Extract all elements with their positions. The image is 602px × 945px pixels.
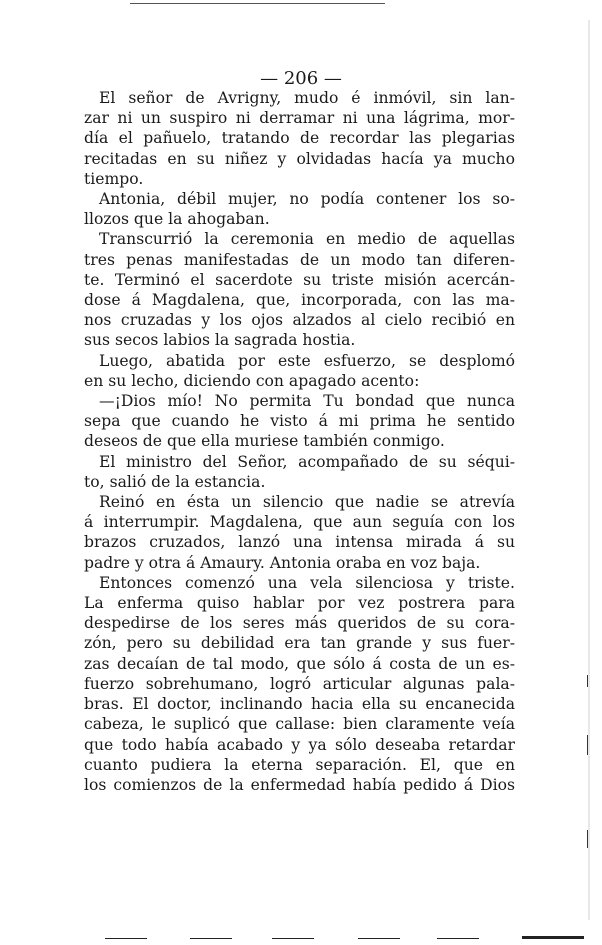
text-line: tiempo. (84, 169, 144, 188)
text-line: El señor de Avrigny, mudo é inmóvil, sin lan- (99, 89, 515, 107)
text-line: Transcurrió la ceremonia en medio de aquellas (99, 230, 515, 249)
bottom-rule (272, 938, 314, 939)
page-edge (588, 20, 590, 920)
text-line: nos cruzadas y los ojos alzados al cielo recibió en (84, 311, 515, 330)
text-line: dose á Magdalena, que, incorporada, con las ma- (84, 291, 515, 310)
text-line: bras. El doctor, inclinando hacia ella su encanecida (84, 695, 515, 714)
bottom-rule (437, 938, 479, 939)
text-line: cuanto pudiera la eterna separación. El, que en (84, 755, 515, 774)
text-line: —¡Dios mío! No permita Tu bondad que nunca (99, 392, 515, 411)
text-line: zas decaían de tal modo, que sólo á costa de un es- (84, 654, 515, 673)
text-line: La enferma quiso hablar por vez postrera para (84, 594, 515, 613)
text-line: deseos de que ella muriese también conmigo. (84, 432, 445, 451)
page-number: — 206 — (260, 68, 342, 89)
bottom-rule (358, 938, 400, 939)
bottom-rule (105, 938, 147, 939)
text-line: en su lecho, diciendo con apagado acento: (84, 371, 420, 390)
margin-mark (587, 735, 588, 755)
text-line: llozos que la ahogaban. (84, 210, 270, 229)
text-line: Reinó en ésta un silencio que nadie se atrevía (99, 493, 515, 512)
text-line: que todo había acabado y ya sólo deseaba retardar (84, 735, 515, 754)
bottom-rule (522, 936, 584, 939)
text-line: El ministro del Señor, acompañado de su séqui- (99, 452, 515, 471)
text-line: despedirse de los seres más queridos de su cora- (84, 614, 515, 633)
bottom-rule (190, 938, 232, 939)
text-line: los comienzos de la enfermedad había pedido á Dios (84, 775, 515, 794)
text-line: Antonia, débil mujer, no podía contener los so- (99, 190, 515, 209)
text-line: zar ni un suspiro ni derramar ni una lágrima, mor- (84, 109, 515, 128)
margin-mark (587, 830, 588, 848)
page-text (84, 88, 515, 795)
text-line: recitadas en su niñez y olvidadas hacía ya mucho (84, 149, 515, 168)
top-border-line (130, 3, 385, 4)
text-line: Luego, abatida por este esfuerzo, se desplomó (99, 351, 515, 370)
text-line: padre y otra á Amaury. Antonia oraba en voz baja. (84, 553, 481, 572)
text-line: te. Terminó el sacerdote su triste misión acercán- (84, 270, 515, 289)
text-line: sus secos labios la sagrada hostia. (84, 331, 356, 350)
text-line: to, salió de la estancia. (84, 472, 266, 491)
text-line: brazos cruzados, lanzó una intensa mirada á su (84, 533, 515, 552)
text-line: cabeza, le suplicó que callase: bien claramente veía (84, 715, 515, 734)
text-line: zón, pero su debilidad era tan grande y sus fuer- (84, 634, 515, 653)
text-line: día el pañuelo, tratando de recordar las plegarias (84, 129, 515, 148)
text-line: tres penas manifestadas de un modo tan diferen- (84, 250, 515, 269)
text-line: Entonces comenzó una vela silenciosa y triste. (99, 573, 515, 592)
text-line: á interrumpir. Magdalena, que aun seguía con los (84, 513, 515, 532)
text-line: fuerzo sobrehumano, logró articular algunas pala- (84, 674, 515, 693)
text-line: sepa que cuando he visto á mi prima he sentido (84, 412, 515, 431)
margin-mark (587, 675, 588, 687)
